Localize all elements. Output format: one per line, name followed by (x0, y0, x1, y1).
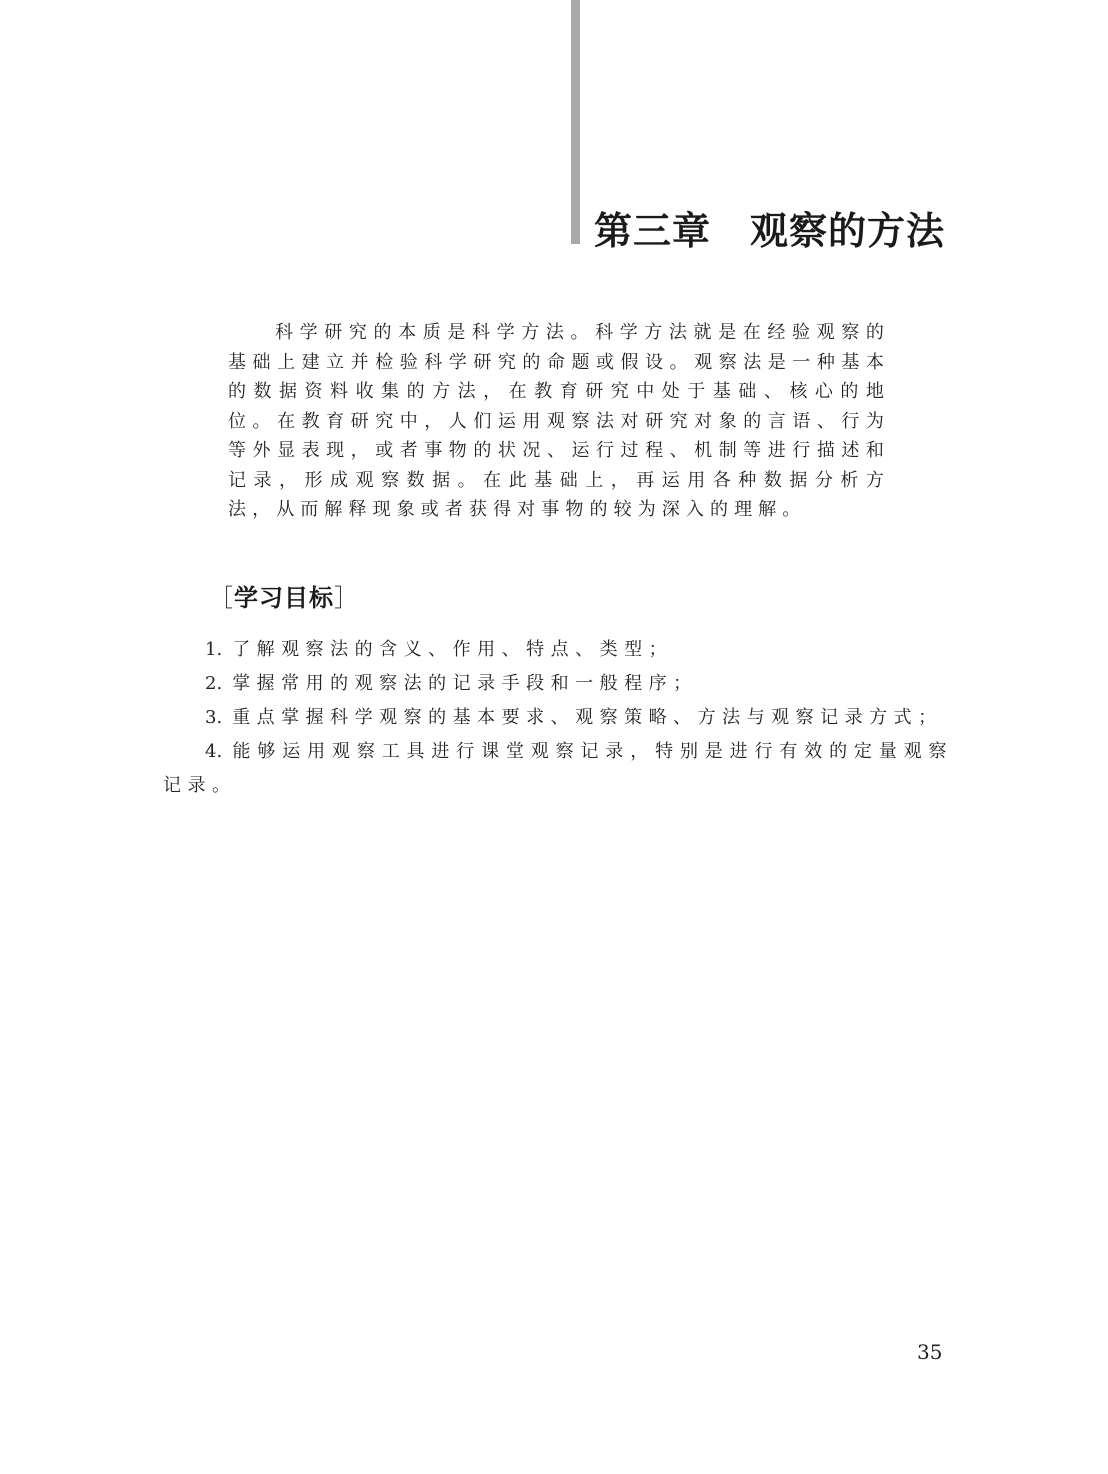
list-item (163, 667, 953, 701)
page-number: 35 (917, 1340, 943, 1364)
list-item-number: 1. (205, 639, 223, 660)
heading-bracket-close: ］ (334, 584, 359, 612)
list-item-number: 4. (205, 741, 223, 762)
list-item-number: 2. (205, 673, 223, 694)
list-item-text: 了解观察法的含义、作用、特点、类型； (232, 639, 674, 660)
list-item-number: 3. (205, 707, 223, 728)
chapter-intro-paragraph: 科学研究的本质是科学方法。科学方法就是在经验观察的基础上建立并检验科学研究的命题或假设。观察法是一种基本的数据资料收集的方法，在教育研究中处于基础、核心的地位。在教育研究中，人们运用观察法对研究对象的言语、行为等外显表现，或者事物的状况、运行过程、机制等进行描述和记录，形成观察数据。在此基础上，再运用各种数据分析方法，从而解释现象或者获得对事物的较为深入的理解。 (228, 322, 890, 520)
heading-bracket-open: ［ (209, 584, 234, 612)
list-item (163, 633, 953, 667)
learning-goals-heading (209, 580, 359, 616)
list-item-text: 能够运用观察工具进行课堂观察记录，特别是进行有效的定量观察记录。 (163, 741, 953, 796)
chapter-title: 第三章 观察的方法 (594, 208, 946, 253)
chapter-decoration-bar (571, 0, 580, 244)
list-item (163, 735, 953, 803)
list-item-text: 重点掌握科学观察的基本要求、观察策略、方法与观察记录方式； (232, 707, 943, 728)
list-item (163, 701, 953, 735)
learning-goals-list (163, 633, 953, 803)
list-item-text: 掌握常用的观察法的记录手段和一般程序； (232, 673, 698, 694)
learning-goals-title: 学习目标 (234, 584, 334, 612)
